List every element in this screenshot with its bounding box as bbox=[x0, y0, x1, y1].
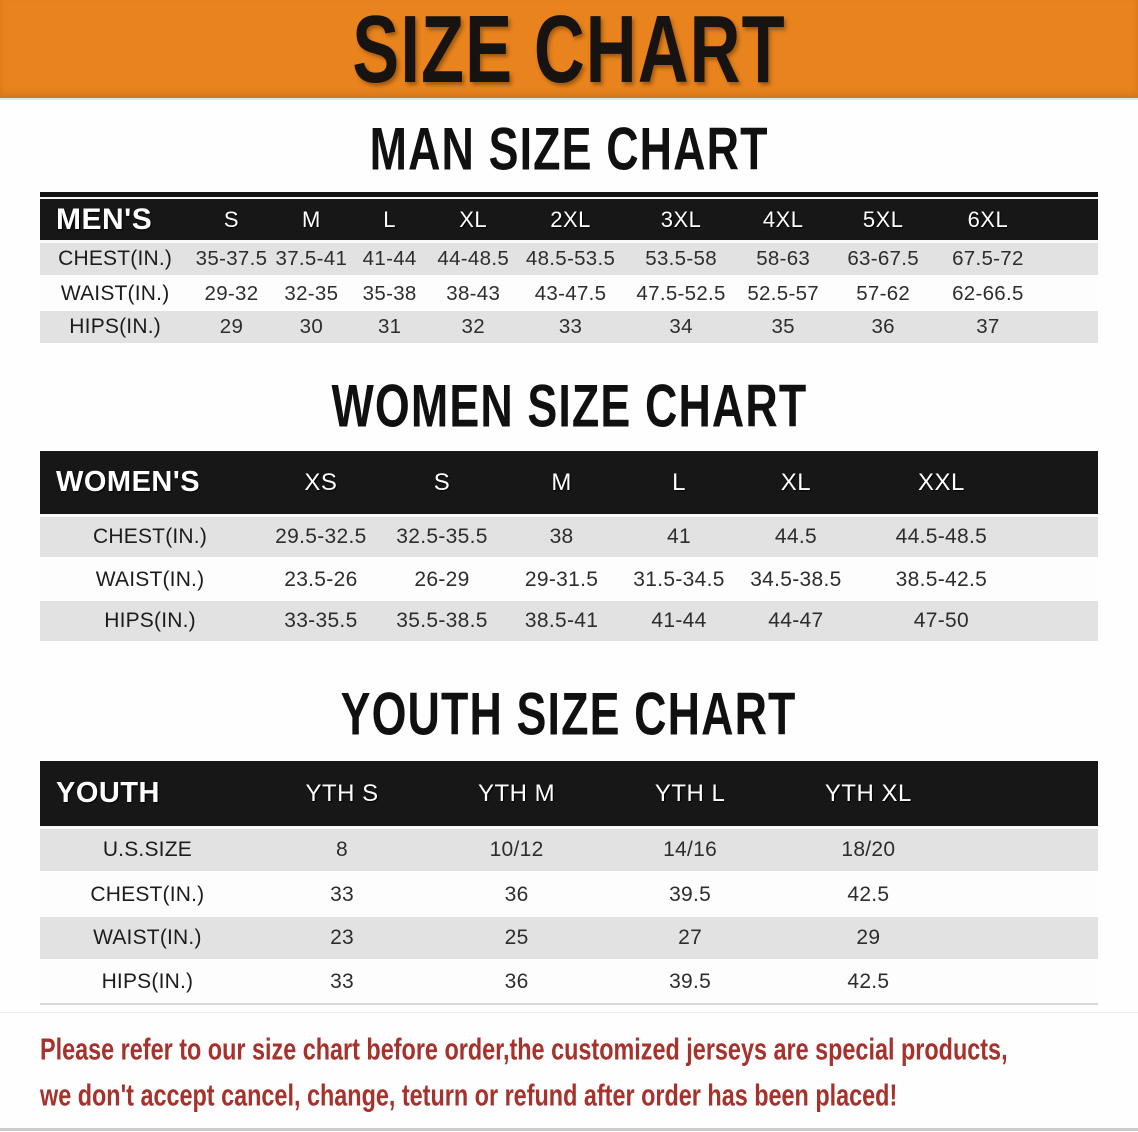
size-value-cell: 38.5-41 bbox=[502, 601, 620, 643]
size-column-header: L bbox=[350, 197, 429, 243]
size-value-cell: 23.5-26 bbox=[260, 559, 382, 601]
size-value-cell: 33 bbox=[517, 311, 624, 345]
size-value-cell: 10/12 bbox=[429, 829, 604, 873]
measurement-row bbox=[40, 277, 1098, 311]
size-value-cell: 63-67.5 bbox=[828, 243, 938, 277]
size-value-cell: 47-50 bbox=[855, 601, 1029, 643]
size-value-cell: 39.5 bbox=[604, 961, 776, 1005]
women-heading-row bbox=[0, 373, 1138, 440]
size-value-cell: 47.5-52.5 bbox=[624, 277, 738, 311]
size-value-cell: 32-35 bbox=[273, 277, 350, 311]
row-label: HIPS(IN.) bbox=[40, 311, 190, 345]
disclaimer-line-2-row bbox=[40, 1072, 1098, 1118]
size-value-cell: 43-47.5 bbox=[517, 277, 624, 311]
size-table-header-row bbox=[40, 451, 1098, 517]
size-value-cell: 44.5 bbox=[737, 517, 854, 559]
size-value-cell: 25 bbox=[429, 917, 604, 961]
size-value-cell: 29 bbox=[190, 311, 273, 345]
size-column-header: XXL bbox=[855, 451, 1029, 517]
size-value-cell: 33-35.5 bbox=[260, 601, 382, 643]
measurement-row bbox=[40, 311, 1098, 345]
size-column-header: 6XL bbox=[938, 197, 1037, 243]
size-column-header: L bbox=[621, 451, 737, 517]
youth-size-chart-section bbox=[0, 681, 1138, 1005]
size-value-cell: 57-62 bbox=[828, 277, 938, 311]
spacer-cell bbox=[960, 961, 1098, 1005]
youth-size-table bbox=[40, 761, 1098, 1005]
row-label: CHEST(IN.) bbox=[40, 517, 260, 559]
women-section-heading: WOMEN SIZE CHART bbox=[331, 373, 807, 440]
size-value-cell: 38 bbox=[502, 517, 620, 559]
size-value-cell: 34.5-38.5 bbox=[737, 559, 854, 601]
size-column-header: M bbox=[273, 197, 350, 243]
measurement-row bbox=[40, 873, 1098, 917]
size-value-cell: 36 bbox=[828, 311, 938, 345]
women-size-table bbox=[40, 451, 1098, 643]
youth-heading-row bbox=[0, 681, 1138, 748]
row-label: WAIST(IN.) bbox=[40, 277, 190, 311]
size-value-cell: 52.5-57 bbox=[738, 277, 828, 311]
spacer-cell bbox=[1038, 277, 1098, 311]
size-column-header: XS bbox=[260, 451, 382, 517]
disclaimer bbox=[0, 1026, 1138, 1118]
table-title-cell: WOMEN'S bbox=[40, 451, 260, 517]
table-title-cell: YOUTH bbox=[40, 761, 255, 829]
size-table-header-row bbox=[40, 197, 1098, 243]
size-value-cell: 34 bbox=[624, 311, 738, 345]
size-value-cell: 42.5 bbox=[776, 873, 960, 917]
size-value-cell: 29-32 bbox=[190, 277, 273, 311]
size-value-cell: 18/20 bbox=[776, 829, 960, 873]
size-column-header: 4XL bbox=[738, 197, 828, 243]
spacer-cell bbox=[1028, 517, 1098, 559]
measurement-row bbox=[40, 243, 1098, 277]
spacer-cell bbox=[1038, 243, 1098, 277]
size-value-cell: 36 bbox=[429, 961, 604, 1005]
spacer-cell bbox=[960, 761, 1098, 829]
size-value-cell: 37.5-41 bbox=[273, 243, 350, 277]
size-value-cell: 36 bbox=[429, 873, 604, 917]
size-value-cell: 39.5 bbox=[604, 873, 776, 917]
size-column-header: 5XL bbox=[828, 197, 938, 243]
row-label: U.S.SIZE bbox=[40, 829, 255, 873]
size-value-cell: 29.5-32.5 bbox=[260, 517, 382, 559]
size-value-cell: 42.5 bbox=[776, 961, 960, 1005]
measurement-row bbox=[40, 961, 1098, 1005]
row-label: CHEST(IN.) bbox=[40, 873, 255, 917]
size-value-cell: 33 bbox=[255, 961, 430, 1005]
size-value-cell: 29-31.5 bbox=[502, 559, 620, 601]
spacer-cell bbox=[960, 917, 1098, 961]
women-size-chart-section bbox=[0, 373, 1138, 643]
size-value-cell: 48.5-53.5 bbox=[517, 243, 624, 277]
size-column-header: YTH M bbox=[429, 761, 604, 829]
size-value-cell: 32 bbox=[429, 311, 517, 345]
size-value-cell: 27 bbox=[604, 917, 776, 961]
men-section-heading: MAN SIZE CHART bbox=[369, 116, 769, 183]
youth-section-heading: YOUTH SIZE CHART bbox=[341, 681, 797, 748]
row-label: HIPS(IN.) bbox=[40, 961, 255, 1005]
spacer-cell bbox=[960, 873, 1098, 917]
banner bbox=[0, 0, 1138, 103]
table-title-cell: MEN'S bbox=[40, 197, 190, 243]
size-value-cell: 29 bbox=[776, 917, 960, 961]
spacer-cell bbox=[1038, 197, 1098, 243]
size-value-cell: 38-43 bbox=[429, 277, 517, 311]
row-label: WAIST(IN.) bbox=[40, 559, 260, 601]
size-value-cell: 26-29 bbox=[382, 559, 503, 601]
spacer-cell bbox=[1028, 601, 1098, 643]
size-value-cell: 32.5-35.5 bbox=[382, 517, 503, 559]
spacer-cell bbox=[1038, 311, 1098, 345]
size-value-cell: 41-44 bbox=[621, 601, 737, 643]
size-column-header: 3XL bbox=[624, 197, 738, 243]
size-value-cell: 8 bbox=[255, 829, 430, 873]
men-size-table bbox=[40, 192, 1098, 345]
size-column-header: XL bbox=[429, 197, 517, 243]
page-title: SIZE CHART bbox=[352, 0, 786, 103]
size-value-cell: 41 bbox=[621, 517, 737, 559]
size-column-header: S bbox=[382, 451, 503, 517]
size-table-header-row bbox=[40, 761, 1098, 829]
size-value-cell: 44.5-48.5 bbox=[855, 517, 1029, 559]
divider bbox=[0, 1012, 1138, 1013]
row-label: CHEST(IN.) bbox=[40, 243, 190, 277]
size-value-cell: 30 bbox=[273, 311, 350, 345]
size-column-header: YTH L bbox=[604, 761, 776, 829]
bottom-edge-line bbox=[0, 1128, 1138, 1131]
spacer-cell bbox=[960, 829, 1098, 873]
measurement-row bbox=[40, 517, 1098, 559]
size-value-cell: 37 bbox=[938, 311, 1037, 345]
size-column-header: S bbox=[190, 197, 273, 243]
size-column-header: YTH S bbox=[255, 761, 430, 829]
men-size-chart-section bbox=[0, 116, 1138, 345]
size-value-cell: 35-37.5 bbox=[190, 243, 273, 277]
size-value-cell: 31 bbox=[350, 311, 429, 345]
size-value-cell: 35.5-38.5 bbox=[382, 601, 503, 643]
measurement-row bbox=[40, 917, 1098, 961]
size-value-cell: 33 bbox=[255, 873, 430, 917]
measurement-row bbox=[40, 601, 1098, 643]
size-column-header: 2XL bbox=[517, 197, 624, 243]
size-value-cell: 31.5-34.5 bbox=[621, 559, 737, 601]
size-value-cell: 35-38 bbox=[350, 277, 429, 311]
size-value-cell: 38.5-42.5 bbox=[855, 559, 1029, 601]
size-column-header: YTH XL bbox=[776, 761, 960, 829]
size-value-cell: 67.5-72 bbox=[938, 243, 1037, 277]
size-value-cell: 53.5-58 bbox=[624, 243, 738, 277]
size-value-cell: 23 bbox=[255, 917, 430, 961]
row-label: WAIST(IN.) bbox=[40, 917, 255, 961]
size-value-cell: 41-44 bbox=[350, 243, 429, 277]
size-column-header: M bbox=[502, 451, 620, 517]
size-value-cell: 58-63 bbox=[738, 243, 828, 277]
size-column-header: XL bbox=[737, 451, 854, 517]
measurement-row bbox=[40, 829, 1098, 873]
spacer-cell bbox=[1028, 451, 1098, 517]
men-heading-row bbox=[0, 116, 1138, 183]
size-value-cell: 62-66.5 bbox=[938, 277, 1037, 311]
disclaimer-line-1: Please refer to our size chart before order,the customized jerseys are special products, bbox=[40, 1031, 1008, 1067]
row-label: HIPS(IN.) bbox=[40, 601, 260, 643]
spacer-cell bbox=[1028, 559, 1098, 601]
size-value-cell: 44-48.5 bbox=[429, 243, 517, 277]
measurement-row bbox=[40, 559, 1098, 601]
size-value-cell: 35 bbox=[738, 311, 828, 345]
disclaimer-line-2: we don't accept cancel, change, teturn or refund after order has been placed! bbox=[40, 1077, 898, 1113]
size-value-cell: 44-47 bbox=[737, 601, 854, 643]
disclaimer-line-1-row bbox=[40, 1026, 1098, 1072]
size-value-cell: 14/16 bbox=[604, 829, 776, 873]
